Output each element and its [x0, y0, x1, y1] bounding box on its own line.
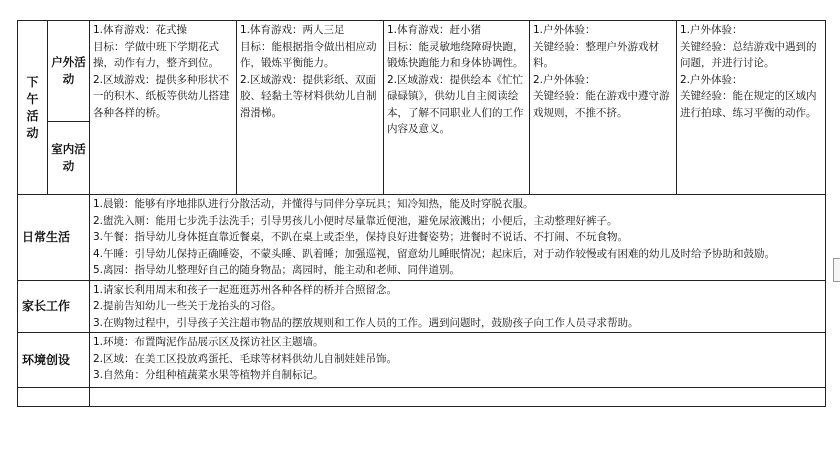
- list-item: 3.自然角：分组种植蔬菜水果等植物并自制标记。: [93, 369, 324, 381]
- cell-line: 1.体育游戏：花式操: [93, 24, 188, 36]
- daily-life-content: [90, 195, 826, 281]
- cell-line: 目标：学做中班下学期花式操，动作有力，整齐到位。: [93, 40, 219, 69]
- cell-line: 1.户外体验：: [533, 24, 596, 36]
- cell-line: 1.体育游戏：两人三足: [240, 24, 345, 36]
- afternoon-char: 午: [26, 91, 39, 106]
- afternoon-char: 下: [26, 74, 39, 89]
- environment-content: [90, 333, 826, 388]
- day-cell-3: [384, 21, 530, 195]
- list-item: 5.离园：指导幼儿整理好自己的随身物品；离园时，能主动和老师、同伴道别。: [93, 264, 461, 276]
- list-item: 1.环境：布置陶泥作品展示区及探访社区主题墙。: [93, 336, 324, 348]
- list-item: 2.提前告知幼儿一些关于龙抬头的习俗。: [93, 300, 282, 312]
- cell-line: 目标：能根据指令做出相应动作，锻炼平衡能力。: [240, 40, 377, 69]
- cell-line: 1.体育游戏：赶小猪: [387, 24, 482, 36]
- schedule-sheet: [17, 20, 825, 407]
- parents-work-label: 家长工作: [18, 280, 90, 333]
- afternoon-outdoor-row: [18, 21, 826, 122]
- list-item: 3.午餐：指导幼儿身体挺直靠近餐桌，不趴在桌上或歪坐，保持良好进餐姿势；进餐时不说话、不打闹、不玩食物。: [93, 231, 629, 243]
- afternoon-char: 活: [26, 108, 39, 123]
- page-edge-handle[interactable]: [833, 258, 840, 282]
- cell-line: 关键经验：整理户外游戏材料。: [533, 40, 659, 69]
- cell-line: 2.区域游戏：提供绘本《忙忙碌碌镇》，供幼儿自主阅读绘本，了解不同职业人们的工作内容及意义。: [387, 73, 524, 135]
- day-cell-1: [90, 21, 237, 195]
- environment-row: [18, 333, 826, 388]
- day-cell-5: [677, 21, 826, 195]
- indoor-activities-label: 室内活动: [48, 122, 90, 195]
- day-cell-4: [530, 21, 677, 195]
- cell-line: 关键经验：能在游戏中遵守游戏规则，不推不挤。: [533, 90, 670, 119]
- afternoon-char: 动: [26, 125, 39, 140]
- list-item: 2.盥洗入厕：能用七步洗手法洗手；引导男孩儿小便时尽量靠近便池，避免尿液溅出；小便后，主动整理好裤子。: [93, 214, 618, 227]
- empty-row: [18, 388, 826, 407]
- daily-life-label: 日常生活: [18, 195, 90, 281]
- empty-label-cell: [18, 388, 90, 407]
- daily-life-row: [18, 195, 826, 281]
- list-item: 2.区域：在美工区投放鸡蛋托、毛球等材料供幼儿自制娃娃吊饰。: [93, 352, 398, 365]
- list-item: 3.在购物过程中，引导孩子关注超市物品的摆放规则和工作人员的工作。遇到问题时，鼓励孩子向工作人员寻求帮助。: [93, 316, 639, 329]
- cell-line: 目标：能灵敏地绕障碍快跑，锻炼快跑能力和身体协调性。: [387, 40, 524, 69]
- cell-line: 2.户外体验：: [533, 73, 596, 86]
- cell-line: 关键经验：能在规定的区域内进行拍球、练习平衡的动作。: [680, 90, 817, 119]
- empty-content-cell: [90, 388, 826, 407]
- cell-line: 2.区域游戏：提供彩纸、双面胶、轻黏土等材料供幼儿自制滑滑梯。: [240, 73, 377, 119]
- list-item: 1.请家长利用周末和孩子一起逛逛苏州各种各样的桥并合照留念。: [93, 283, 398, 296]
- parents-row: [18, 280, 826, 333]
- environment-label: 环境创设: [18, 333, 90, 388]
- cell-line: 关键经验：总结游戏中遇到的问题，并进行讨论。: [680, 40, 817, 69]
- outdoor-activities-label: 户外活动: [48, 21, 90, 122]
- cell-line: 2.户外体验：: [680, 73, 743, 86]
- cell-line: 1.户外体验：: [680, 24, 743, 36]
- parents-work-content: [90, 280, 826, 333]
- day-cell-2: [237, 21, 384, 195]
- list-item: 1.晨锻：能够有序地排队进行分散活动，并懂得与同伴分享玩具；知冷知热，能及时穿脱衣服。: [93, 198, 534, 210]
- afternoon-activities-header: [18, 21, 48, 195]
- cell-line: 2.区域游戏：提供多种形状不一的积木、纸板等供幼儿搭建各种各样的桥。: [93, 73, 230, 119]
- list-item: 4.午睡：引导幼儿保持正确睡姿，不蒙头睡、趴着睡；加强巡视，留意幼儿睡眠情况；起床后，对于动作较慢或有困难的幼儿及时给予协助和鼓励。: [93, 247, 776, 260]
- schedule-table: [17, 20, 826, 407]
